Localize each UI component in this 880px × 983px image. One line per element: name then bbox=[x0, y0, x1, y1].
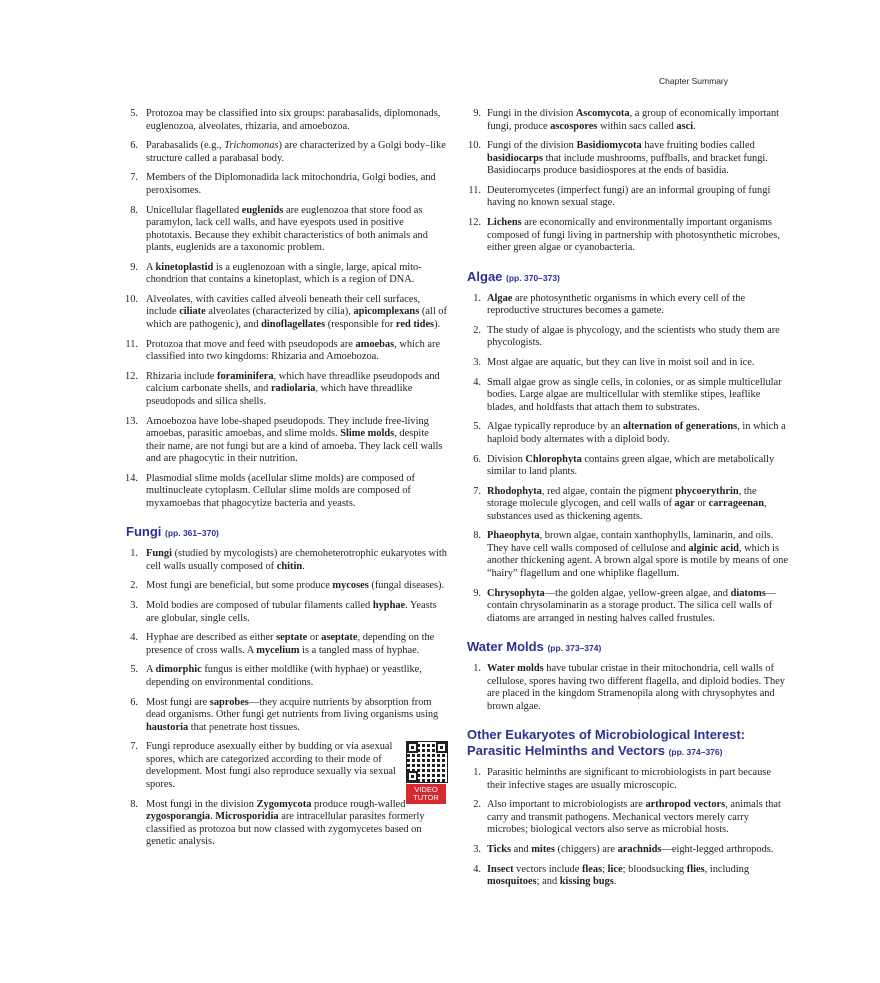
summary-item bbox=[467, 140, 789, 178]
item-number: 6. bbox=[473, 453, 481, 465]
item-text: Insect vectors include fleas; lice; bloodsucking flies, including mosquitoes; and kissing bugs. bbox=[487, 863, 750, 888]
item-text: Alveolates, with cavities called alveoli beneath their cell surfaces, include ciliate alveolates (characterized by cilia), apicomplexans (all of which are pathogenic), and dinoflagellates (responsible for red tides). bbox=[146, 293, 447, 330]
item-text: The study of algae is phycology, and the scientists who study them are phycologists. bbox=[487, 324, 780, 349]
item-text: Protozoa may be classified into six groups: parabasalids, diplomonads, euglenozoa, alveolates, rhizaria, and amoebozoa. bbox=[146, 108, 441, 132]
other-eukaryotes-section bbox=[467, 727, 789, 889]
item-text: Members of the Diplomonadida lack mitochondria, Golgi bodies, and peroxisomes. bbox=[146, 172, 436, 196]
item-number: 7. bbox=[130, 172, 138, 184]
summary-item bbox=[467, 293, 789, 318]
item-number: 4. bbox=[130, 632, 138, 644]
fungi-section bbox=[126, 524, 448, 848]
summary-item bbox=[126, 664, 448, 689]
item-text: Most fungi are saprobes—they acquire nutrients by absorption from dead organisms. Other fungi get nutrients from living organisms using haustoria that penetrate host tissues. bbox=[146, 696, 439, 733]
water-molds-section bbox=[467, 639, 789, 713]
item-text: Most fungi are beneficial, but some produce mycoses (fungal diseases). bbox=[146, 580, 445, 592]
summary-item bbox=[126, 262, 448, 287]
item-number: 1. bbox=[473, 663, 481, 675]
item-number: 10. bbox=[468, 140, 481, 152]
item-number: 3. bbox=[130, 600, 138, 612]
item-text: Parasitic helminths are significant to microbiologists in part because their infective stages are usually microscopic. bbox=[487, 767, 771, 791]
item-number: 7. bbox=[130, 741, 138, 753]
item-text: Small algae grow as single cells, in colonies, or as simple multicellular bodies. Large algae are multicellular with stemlike stipes, leaflike blades, and holdfasts that attach them to substrates. bbox=[487, 376, 782, 413]
summary-item bbox=[467, 217, 789, 255]
item-text: Fungi reproduce asexually either by budding or via asexual spores, which are categorized according to their mode of development. Most fungi also reproduce sexually via sexual spores. bbox=[146, 741, 396, 790]
fungi-list bbox=[126, 548, 448, 848]
item-text: Rhizaria include foraminifera, which have threadlike pseudopods and calcium carbonate shells, and radiolaria, which have threadlike pseudopods and silica shells. bbox=[146, 370, 440, 407]
summary-item bbox=[126, 108, 448, 133]
summary-item bbox=[467, 377, 789, 415]
summary-item bbox=[467, 454, 789, 479]
algae-heading: Algae (pp. 370–373) bbox=[467, 268, 560, 284]
item-number: 5. bbox=[130, 664, 138, 676]
item-text: Lichens are economically and environmentally important organisms composed of fungi living in partnership with photosynthetic microbes, either green algae or cyanobacteria. bbox=[487, 217, 780, 254]
item-number: 1. bbox=[473, 767, 481, 779]
video-tutor-qr[interactable] bbox=[406, 741, 448, 803]
item-text: A kinetoplastid is a euglenozoan with a single, large, apical mitochondrion that contains a kinetoplast, which is a region of DNA. bbox=[146, 261, 422, 286]
item-number: 14. bbox=[125, 472, 138, 484]
summary-item bbox=[126, 632, 448, 657]
summary-item bbox=[467, 663, 789, 713]
item-text: Amoebozoa have lobe-shaped pseudopods. They include free-living amoebas, parasitic amoebas, and slime molds. Slime molds, despite their name, are not fungi but are a kind of amoeba. They lack cell walls and are phagocytic in their nutrition. bbox=[146, 415, 443, 464]
item-number: 9. bbox=[130, 261, 138, 273]
item-number: 9. bbox=[473, 108, 481, 119]
item-text: A dimorphic fungus is either moldlike (with hyphae) or yeastlike, depending on environmental conditions. bbox=[146, 664, 422, 688]
summary-item bbox=[126, 205, 448, 255]
running-head: Chapter Summary bbox=[659, 76, 728, 86]
summary-item bbox=[467, 588, 789, 626]
summary-item bbox=[126, 294, 448, 332]
item-text: Most algae are aquatic, but they can live in moist soil and in ice. bbox=[487, 356, 755, 368]
item-number: 11. bbox=[468, 184, 481, 196]
summary-item bbox=[467, 486, 789, 524]
item-text: Plasmodial slime molds (acellular slime molds) are composed of multinucleate cytoplasm. Cellular slime molds are composed of myxamoebas that phagocytize bacteria and yeasts. bbox=[146, 472, 415, 509]
item-text: Fungi in the division Ascomycota, a group of economically important fungi, produce ascospores within sacs called asci. bbox=[487, 108, 780, 132]
item-text: Algae typically reproduce by an alternation of generations, in which a haploid body alternates with a diploid body. bbox=[487, 421, 786, 445]
item-number: 3. bbox=[473, 843, 481, 855]
item-text: Chrysophyta—the golden algae, yellow-green algae, and diatoms—contain chrysolaminarin as a storage product. The silica cell walls of diatoms are arranged in nesting halves called frustules. bbox=[487, 587, 777, 624]
item-number: 2. bbox=[473, 324, 481, 336]
item-number: 8. bbox=[130, 204, 138, 216]
item-number: 8. bbox=[130, 798, 138, 810]
video-tutor-badge: VIDEO TUTOR bbox=[406, 784, 446, 804]
summary-item bbox=[467, 185, 789, 210]
summary-item bbox=[126, 371, 448, 409]
summary-item bbox=[467, 357, 789, 370]
summary-item bbox=[126, 580, 448, 593]
summary-item bbox=[126, 140, 448, 165]
item-number: 9. bbox=[473, 587, 481, 599]
summary-item bbox=[126, 600, 448, 625]
item-number: 3. bbox=[473, 356, 481, 368]
qr-code-icon bbox=[406, 741, 448, 783]
summary-item bbox=[126, 172, 448, 197]
item-number: 8. bbox=[473, 530, 481, 542]
item-text: Hyphae are described as either septate or aseptate, depending on the presence of cross walls. A mycelium is a tangled mass of hyphae. bbox=[146, 632, 435, 656]
item-text: Algae are photosynthetic organisms in which every cell of the reproductive structures becomes a gamete. bbox=[487, 292, 746, 317]
item-number: 2. bbox=[130, 580, 138, 592]
summary-item bbox=[126, 473, 448, 511]
other-eukaryotes-heading: Other Eukaryotes of Microbiological Interest: Parasitic Helminths and Vectors (pp. 374–376) bbox=[467, 727, 746, 759]
left-column bbox=[126, 108, 448, 856]
summary-item bbox=[126, 697, 448, 735]
item-text: Phaeophyta, brown algae, contain xanthophylls, laminarin, and oils. They have cell walls composed of cellulose and alginic acid, which is another thickening agent. A brown algal spore is motile by means of one “hairy” flagellum and one whiplike flagellum. bbox=[487, 530, 788, 579]
item-text: Rhodophyta, red algae, contain the pigment phycoerythrin, the storage molecule glycogen, and cell walls of agar or carrageenan, substances used as thickening agents. bbox=[487, 485, 767, 522]
item-text: Fungi of the division Basidiomycota have fruiting bodies called basidiocarps that include mushrooms, puffballs, and bracket fungi. Basidiocarps produce basidiospores at the ends of basidia. bbox=[487, 140, 768, 177]
item-number: 2. bbox=[473, 799, 481, 811]
fungi-heading: Fungi (pp. 361–370) bbox=[126, 524, 219, 540]
item-text: Water molds have tubular cristae in their mitochondria, cell walls of cellulose, spores having two different flagella, and diploid bodies. They are placed in the kingdom Stramenopila along with chrysophytes and brown algae. bbox=[487, 663, 785, 712]
item-number: 12. bbox=[125, 370, 138, 382]
item-number: 1. bbox=[473, 292, 481, 304]
item-number: 7. bbox=[473, 485, 481, 497]
summary-item bbox=[126, 339, 448, 364]
fungi-list-continued bbox=[467, 108, 789, 255]
item-text: Most fungi in the division Zygomycota produce rough-walled zygosporangia. Microsporidia are intracellular parasites formerly classified as protozoa but now classed with zygomycetes based on genetic analysis. bbox=[146, 798, 425, 847]
summary-item bbox=[467, 325, 789, 350]
summary-item bbox=[467, 799, 789, 837]
right-column bbox=[467, 108, 789, 896]
item-number: 13. bbox=[125, 415, 138, 427]
item-number: 1. bbox=[130, 548, 138, 560]
item-text: Deuteromycetes (imperfect fungi) are an informal grouping of fungi having no known sexual stage. bbox=[487, 184, 771, 209]
item-text: Unicellular flagellated euglenids are euglenozoa that store food as paramylon, lack cell walls, and have eyespots used in positive phototaxis. Because they exhibit characteristics of both animals and plants, euglenids are a taxonomic problem. bbox=[146, 204, 428, 254]
item-number: 4. bbox=[473, 376, 481, 388]
item-text: Parabasalids (e.g., Trichomonas) are characterized by a Golgi body–like structure called a parabasal body. bbox=[146, 140, 446, 164]
summary-item bbox=[467, 421, 789, 446]
item-text: Fungi (studied by mycologists) are chemoheterotrophic eukaryotes with cell walls usually composed of chitin. bbox=[146, 548, 447, 572]
protozoa-list bbox=[126, 108, 448, 510]
item-number: 10. bbox=[125, 293, 138, 305]
item-text: Protozoa that move and feed with pseudopods are amoebas, which are classified into two kingdoms: Rhizaria and Amoebozoa. bbox=[146, 338, 441, 363]
summary-item bbox=[126, 548, 448, 573]
item-number: 6. bbox=[130, 140, 138, 152]
item-number: 6. bbox=[130, 696, 138, 708]
summary-item bbox=[126, 416, 448, 466]
item-number: 5. bbox=[473, 421, 481, 433]
summary-item bbox=[467, 530, 789, 580]
summary-item bbox=[467, 767, 789, 792]
item-number: 4. bbox=[473, 863, 481, 875]
summary-item bbox=[467, 844, 789, 857]
algae-section bbox=[467, 269, 789, 626]
item-text: Ticks and mites (chiggers) are arachnids—eight-legged arthropods. bbox=[487, 843, 774, 855]
water-molds-list bbox=[467, 663, 789, 713]
other-eukaryotes-list bbox=[467, 767, 789, 889]
item-number: 12. bbox=[468, 217, 481, 229]
summary-item bbox=[126, 741, 448, 803]
algae-list bbox=[467, 293, 789, 626]
item-number: 11. bbox=[125, 338, 138, 350]
water-molds-heading: Water Molds (pp. 373–374) bbox=[467, 639, 602, 655]
item-text: Also important to microbiologists are arthropod vectors, animals that carry and transmit pathogens. Mechanical vectors merely carry microbes; biological vectors also serve as microbial hosts. bbox=[487, 799, 781, 836]
item-text: Mold bodies are composed of tubular filaments called hyphae. Yeasts are globular, single cells. bbox=[146, 600, 437, 624]
item-number: 5. bbox=[130, 108, 138, 119]
summary-item bbox=[467, 108, 789, 133]
summary-item bbox=[467, 864, 789, 889]
summary-item bbox=[126, 799, 448, 849]
item-text: Division Chlorophyta contains green algae, which are metabolically similar to land plants. bbox=[487, 453, 775, 477]
